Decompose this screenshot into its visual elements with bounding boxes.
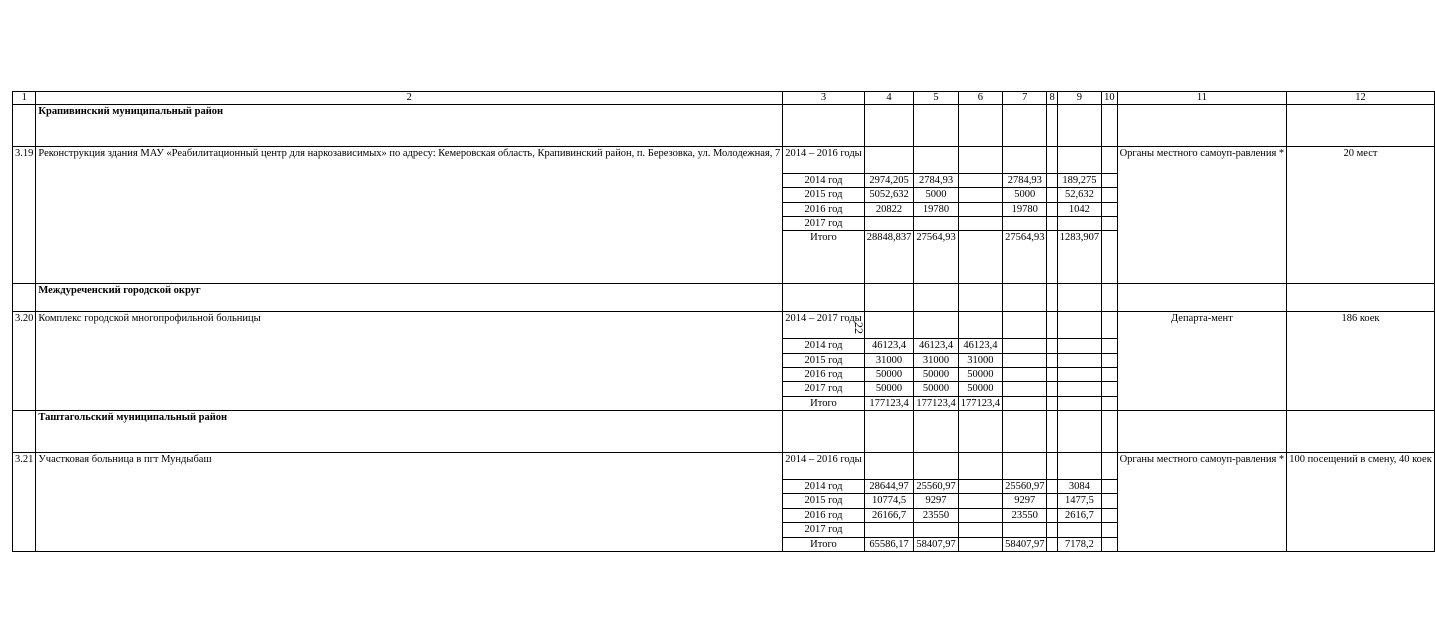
value-cell: 177123,4	[864, 396, 914, 410]
object-row	[13, 453, 1435, 480]
value-cell	[1047, 353, 1057, 367]
value-cell	[958, 217, 1002, 231]
section-num-cell	[13, 105, 36, 147]
value-cell	[1102, 339, 1118, 353]
value-cell	[1003, 147, 1047, 174]
empty-cell	[1057, 411, 1101, 453]
value-cell	[1057, 523, 1101, 537]
header-cell: 1	[13, 92, 36, 105]
value-cell	[1102, 188, 1118, 202]
empty-cell	[1102, 411, 1118, 453]
empty-cell	[1047, 411, 1057, 453]
year-label: Итого	[783, 396, 865, 410]
value-cell: 46123,4	[914, 339, 958, 353]
value-cell: 31000	[914, 353, 958, 367]
value-cell	[1057, 339, 1101, 353]
value-cell: 50000	[914, 368, 958, 382]
capacity-cell: 186 коек	[1287, 312, 1435, 411]
value-cell	[958, 523, 1002, 537]
value-cell	[864, 217, 914, 231]
header-cell: 3	[783, 92, 865, 105]
value-cell: 50000	[914, 382, 958, 396]
value-cell: 5000	[1003, 188, 1047, 202]
value-cell	[1102, 147, 1118, 174]
value-cell	[1047, 339, 1057, 353]
period-cell: 2014 – 2016 годы	[783, 147, 865, 174]
empty-cell	[783, 284, 865, 312]
empty-cell	[1057, 284, 1101, 312]
value-cell: 2974,205	[864, 173, 914, 187]
header-cell: 10	[1102, 92, 1118, 105]
empty-cell	[1003, 411, 1047, 453]
value-cell	[1102, 231, 1118, 284]
value-cell	[958, 453, 1002, 480]
header-cell: 5	[914, 92, 958, 105]
empty-cell	[864, 284, 914, 312]
value-cell	[1102, 537, 1118, 551]
value-cell	[1057, 217, 1101, 231]
value-cell: 28644,97	[864, 480, 914, 494]
value-cell: 1042	[1057, 202, 1101, 216]
value-cell	[1057, 382, 1101, 396]
value-cell: 177123,4	[958, 396, 1002, 410]
section-num-cell	[13, 411, 36, 453]
value-cell: 23550	[914, 508, 958, 522]
object-name: Комплекс городской многопрофильной больницы	[36, 312, 783, 411]
value-cell: 25560,97	[1003, 480, 1047, 494]
value-cell	[914, 217, 958, 231]
value-cell	[1047, 173, 1057, 187]
executor-cell: Органы местного самоуп-равления *	[1117, 147, 1287, 284]
value-cell: 7178,2	[1057, 537, 1101, 551]
value-cell	[1102, 508, 1118, 522]
section-num-cell	[13, 284, 36, 312]
value-cell: 20822	[864, 202, 914, 216]
value-cell	[1003, 353, 1047, 367]
value-cell	[958, 480, 1002, 494]
value-cell: 31000	[864, 353, 914, 367]
empty-cell	[1057, 105, 1101, 147]
value-cell	[1003, 368, 1047, 382]
value-cell: 2616,7	[1057, 508, 1101, 522]
value-cell: 25560,97	[914, 480, 958, 494]
header-cell: 2	[36, 92, 783, 105]
empty-cell	[783, 411, 865, 453]
object-name: Участковая больница в пгт Мундыбаш	[36, 453, 783, 552]
value-cell	[864, 147, 914, 174]
year-label: 2016 год	[783, 202, 865, 216]
value-cell	[1102, 480, 1118, 494]
value-cell	[1047, 202, 1057, 216]
value-cell	[1003, 217, 1047, 231]
value-cell: 1283,907	[1057, 231, 1101, 284]
header-cell: 9	[1057, 92, 1101, 105]
empty-cell	[1117, 105, 1287, 147]
value-cell	[914, 312, 958, 339]
year-label: 2015 год	[783, 188, 865, 202]
empty-cell	[1102, 105, 1118, 147]
value-cell	[1102, 353, 1118, 367]
period-cell: 2014 – 2016 годы	[783, 453, 865, 480]
value-cell	[1047, 368, 1057, 382]
value-cell: 19780	[1003, 202, 1047, 216]
value-cell: 1477,5	[1057, 494, 1101, 508]
empty-cell	[1047, 284, 1057, 312]
value-cell	[1102, 217, 1118, 231]
object-number: 3.20	[13, 312, 36, 411]
header-cell: 7	[1003, 92, 1047, 105]
value-cell	[958, 188, 1002, 202]
year-label: 2016 год	[783, 508, 865, 522]
investment-table	[12, 91, 1435, 552]
value-cell	[1047, 147, 1057, 174]
section-title: Крапивинский муниципальный район	[36, 105, 783, 147]
value-cell: 50000	[864, 382, 914, 396]
year-label: 2017 год	[783, 382, 865, 396]
value-cell: 2784,93	[1003, 173, 1047, 187]
empty-cell	[1287, 105, 1435, 147]
empty-cell	[914, 105, 958, 147]
value-cell: 19780	[914, 202, 958, 216]
empty-cell	[958, 105, 1002, 147]
value-cell	[1047, 382, 1057, 396]
value-cell: 50000	[958, 368, 1002, 382]
year-label: 2017 год	[783, 523, 865, 537]
value-cell: 9297	[914, 494, 958, 508]
value-cell: 58407,97	[914, 537, 958, 551]
value-cell: 27564,93	[914, 231, 958, 284]
empty-cell	[1003, 105, 1047, 147]
executor-cell: Органы местного самоуп-равления *	[1117, 453, 1287, 552]
empty-cell	[1287, 284, 1435, 312]
value-cell: 46123,4	[864, 339, 914, 353]
year-label: Итого	[783, 537, 865, 551]
header-cell: 12	[1287, 92, 1435, 105]
value-cell	[1102, 396, 1118, 410]
value-cell	[958, 231, 1002, 284]
object-row	[13, 147, 1435, 174]
value-cell	[958, 173, 1002, 187]
section-row	[13, 411, 1435, 453]
value-cell	[958, 147, 1002, 174]
value-cell	[914, 147, 958, 174]
value-cell: 31000	[958, 353, 1002, 367]
value-cell	[1102, 382, 1118, 396]
section-row	[13, 105, 1435, 147]
value-cell	[864, 312, 914, 339]
empty-cell	[1117, 284, 1287, 312]
value-cell	[1102, 523, 1118, 537]
value-cell	[1047, 231, 1057, 284]
empty-cell	[864, 105, 914, 147]
value-cell: 23550	[1003, 508, 1047, 522]
value-cell: 27564,93	[1003, 231, 1047, 284]
empty-cell	[1287, 411, 1435, 453]
value-cell: 26166,7	[864, 508, 914, 522]
object-number: 3.19	[13, 147, 36, 284]
empty-cell	[1047, 105, 1057, 147]
empty-cell	[914, 411, 958, 453]
empty-cell	[1003, 284, 1047, 312]
value-cell	[1057, 312, 1101, 339]
year-label: 2015 год	[783, 494, 865, 508]
value-cell	[1003, 382, 1047, 396]
value-cell	[958, 312, 1002, 339]
object-name: Реконструкция здания МАУ «Реабилитационный центр для наркозависимых» по адресу: Кемеровская область, Крапивинский район, п. Березовка, ул. Молодежная, 7	[36, 147, 783, 284]
value-cell	[1057, 368, 1101, 382]
empty-cell	[958, 411, 1002, 453]
value-cell	[1003, 312, 1047, 339]
value-cell: 3084	[1057, 480, 1101, 494]
value-cell	[1047, 508, 1057, 522]
empty-cell	[783, 105, 865, 147]
value-cell	[1047, 480, 1057, 494]
value-cell	[1102, 312, 1118, 339]
value-cell	[864, 523, 914, 537]
page-number: 22	[852, 322, 866, 334]
year-label: 2014 год	[783, 480, 865, 494]
value-cell: 52,632	[1057, 188, 1101, 202]
value-cell: 9297	[1003, 494, 1047, 508]
period-cell: 2014 – 2017 годы	[783, 312, 865, 339]
value-cell	[1102, 368, 1118, 382]
value-cell: 10774,5	[864, 494, 914, 508]
empty-cell	[1102, 284, 1118, 312]
value-cell	[914, 523, 958, 537]
value-cell: 177123,4	[914, 396, 958, 410]
year-label: 2014 год	[783, 339, 865, 353]
value-cell	[1003, 523, 1047, 537]
value-cell	[1102, 453, 1118, 480]
value-cell	[1057, 396, 1101, 410]
value-cell: 58407,97	[1003, 537, 1047, 551]
year-label: 2016 год	[783, 368, 865, 382]
value-cell	[1047, 494, 1057, 508]
value-cell	[1047, 396, 1057, 410]
value-cell	[958, 537, 1002, 551]
value-cell	[958, 202, 1002, 216]
value-cell: 50000	[864, 368, 914, 382]
value-cell	[914, 453, 958, 480]
header-cell: 8	[1047, 92, 1057, 105]
value-cell: 5052,632	[864, 188, 914, 202]
header-cell: 6	[958, 92, 1002, 105]
section-title: Междуреченский городской округ	[36, 284, 783, 312]
object-number: 3.21	[13, 453, 36, 552]
year-label: 2014 год	[783, 173, 865, 187]
value-cell	[1047, 537, 1057, 551]
value-cell	[1047, 217, 1057, 231]
value-cell: 5000	[914, 188, 958, 202]
executor-cell: Департа-мент	[1117, 312, 1287, 411]
empty-cell	[864, 411, 914, 453]
value-cell	[1047, 523, 1057, 537]
value-cell: 2784,93	[914, 173, 958, 187]
value-cell	[1047, 453, 1057, 480]
value-cell	[1003, 453, 1047, 480]
value-cell: 50000	[958, 382, 1002, 396]
year-label: Итого	[783, 231, 865, 284]
header-row	[13, 92, 1435, 105]
empty-cell	[1117, 411, 1287, 453]
value-cell	[1057, 353, 1101, 367]
capacity-cell: 100 посещений в смену, 40 коек	[1287, 453, 1435, 552]
object-row	[13, 312, 1435, 339]
empty-cell	[958, 284, 1002, 312]
header-cell: 11	[1117, 92, 1287, 105]
year-label: 2017 год	[783, 217, 865, 231]
value-cell: 28848,837	[864, 231, 914, 284]
value-cell: 46123,4	[958, 339, 1002, 353]
empty-cell	[914, 284, 958, 312]
value-cell	[1102, 494, 1118, 508]
year-label: 2015 год	[783, 353, 865, 367]
value-cell	[1102, 173, 1118, 187]
section-title: Таштагольский муниципальный район	[36, 411, 783, 453]
capacity-cell: 20 мест	[1287, 147, 1435, 284]
value-cell	[958, 508, 1002, 522]
value-cell	[1047, 188, 1057, 202]
value-cell: 189,275	[1057, 173, 1101, 187]
value-cell	[1057, 453, 1101, 480]
value-cell	[864, 453, 914, 480]
value-cell	[1003, 396, 1047, 410]
section-row	[13, 284, 1435, 312]
value-cell	[1102, 202, 1118, 216]
value-cell	[1003, 339, 1047, 353]
value-cell	[958, 494, 1002, 508]
header-cell: 4	[864, 92, 914, 105]
value-cell	[1047, 312, 1057, 339]
value-cell	[1057, 147, 1101, 174]
value-cell: 65586,17	[864, 537, 914, 551]
